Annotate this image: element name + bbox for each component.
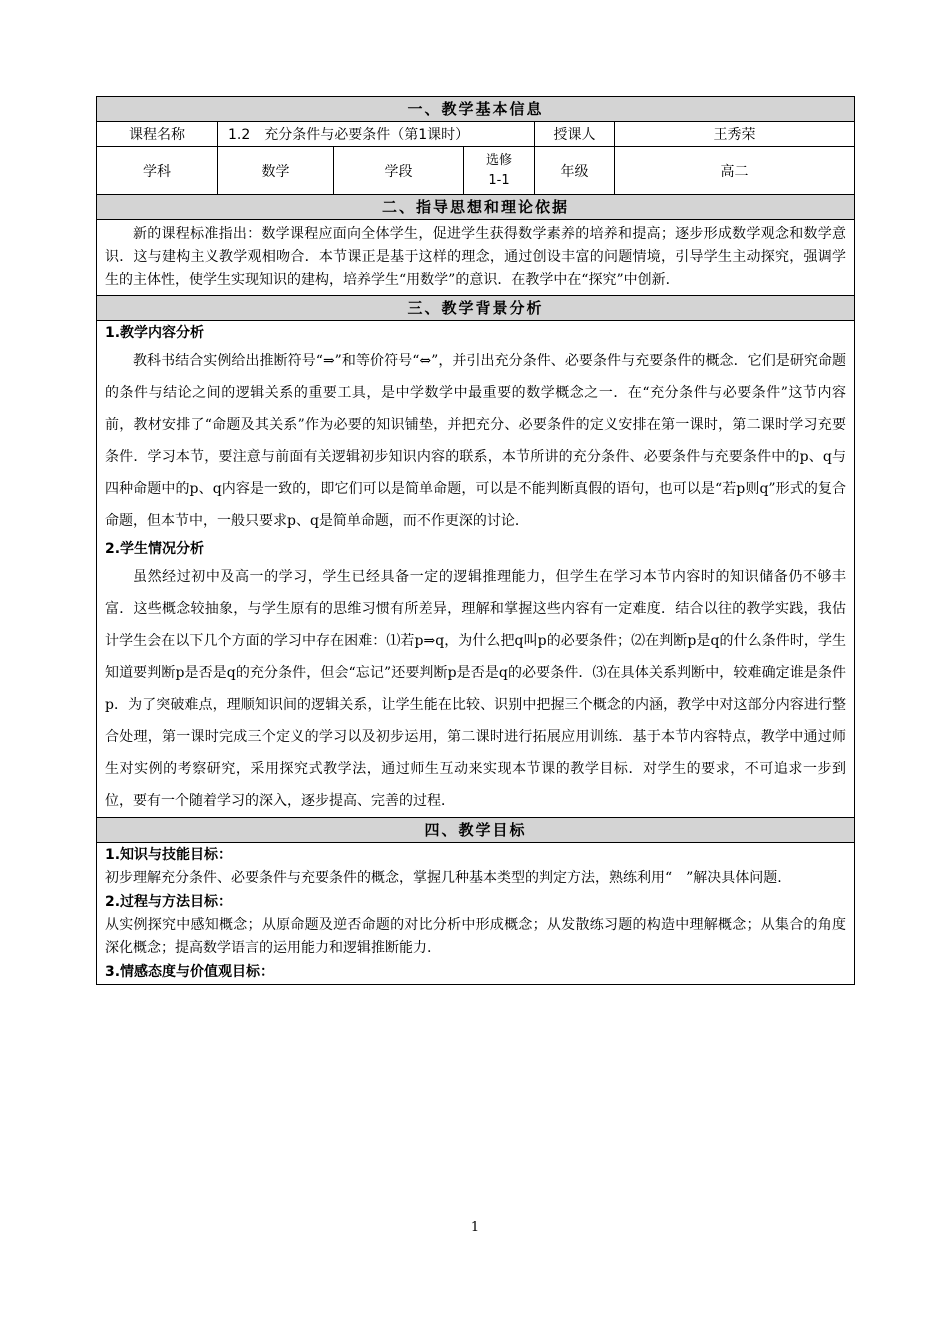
stage-label: 学段: [334, 147, 464, 195]
grade-label: 年级: [535, 147, 615, 195]
lesson-plan-table: [96, 96, 855, 985]
teacher-label: 授课人: [535, 122, 615, 147]
section-objectives-header: 四、教学目标: [97, 818, 855, 843]
background-body: [97, 321, 855, 818]
stage-value-line2: 1-1: [488, 172, 510, 188]
content-analysis-heading: 1.教学内容分析: [105, 325, 205, 341]
guiding-theory-body: [97, 220, 855, 296]
attitude-objective-heading: 3.情感态度与价值观目标：: [105, 964, 275, 980]
guiding-theory-text: 新的课程标准指出：数学课程应面向全体学生，促进学生获得数学素养的培养和提高；逐步形成数学观念和数学意识．这与建构主义教学观相吻合．本节课正是基于这样的理念，通过创设丰富的问题情境，引导学生主动探究，强调学生的主体性，使学生实现知识的建构，培养学生“用数学”的意识．在教学中在“探究”中创新．: [105, 226, 847, 288]
course-name-label: 课程名称: [97, 122, 218, 147]
knowledge-objective-heading: 1.知识与技能目标：: [105, 847, 233, 863]
section-guiding-theory-header: 二、指导思想和理论依据: [97, 195, 855, 220]
process-objective-text: 从实例探究中感知概念；从原命题及逆否命题的对比分析中形成概念；从发散练习题的构造中理解概念；从集合的角度深化概念；提高数学语言的运用能力和逻辑推断能力.: [105, 917, 847, 956]
student-analysis-text: 虽然经过初中及高一的学习，学生已经具备一定的逻辑推理能力，但学生在学习本节内容时的知识储备仍不够丰富．这些概念较抽象，与学生原有的思维习惯有所差异，理解和掌握这些内容有一定难度．结合以往的教学实践，我估计学生会在以下几个方面的学习中存在困难：⑴若p⇒q，为什么把q叫p的必要条件；⑵在判断p是q的什么条件时，学生知道要判断p是否是q的充分条件，但会“忘记”还要判断p是否是q的必要条件．⑶在具体关系判断中，较难确定谁是条件p．为了突破难点，理顺知识间的逻辑关系，让学生能在比较、识别中把握三个概念的内涵，教学中对这部分内容进行整合处理，第一课时完成三个定义的学习以及初步运用，第二课时进行拓展应用训练．基于本节内容特点，教学中通过师生对实例的考察研究，采用探究式教学法，通过师生互动来实现本节课的教学目标．对学生的要求，不可追求一步到位，要有一个随着学习的深入，逐步提高、完善的过程．: [105, 569, 847, 809]
page-number: 1: [470, 1220, 480, 1235]
course-name-value: 1.2 充分条件与必要条件（第1课时）: [218, 122, 535, 147]
stage-value-line1: 选修: [485, 152, 512, 168]
content-analysis-text: 教科书结合实例给出推断符号“⇒”和等价符号“⇔”，并引出充分条件、必要条件与充要条件的概念．它们是研究命题的条件与结论之间的逻辑关系的重要工具，是中学数学中最重要的数学概念之一．在“充分条件与必要条件”这节内容前，教材安排了“命题及其关系”作为必要的知识铺垫，并把充分、必要条件的定义安排在第一课时，第二课时学习充要条件．学习本节，要注意与前面有关逻辑初步知识内容的联系，本节所讲的充分条件、必要条件与充要条件中的p、q与四种命题中的p、q内容是一致的，即它们可以是简单命题，可以是不能判断真假的语句，也可以是“若p则q”形式的复合命题，但本节中，一般只要求p、q是简单命题，而不作更深的讨论．: [105, 353, 847, 529]
objectives-body: [97, 843, 855, 985]
student-analysis-heading: 2.学生情况分析: [105, 541, 205, 557]
subject-label: 学科: [97, 147, 218, 195]
stage-value: [464, 147, 535, 195]
process-objective-heading: 2.过程与方法目标：: [105, 894, 233, 910]
knowledge-objective-text: 初步理解充分条件、必要条件与充要条件的概念，掌握几种基本类型的判定方法，熟练利用“ ”解决具体问题.: [105, 870, 782, 886]
grade-value: 高二: [615, 147, 855, 195]
teacher-value: 王秀荣: [615, 122, 855, 147]
section-background-header: 三、教学背景分析: [97, 296, 855, 321]
section-basic-info-header: 一、教学基本信息: [97, 97, 855, 122]
subject-value: 数学: [218, 147, 334, 195]
